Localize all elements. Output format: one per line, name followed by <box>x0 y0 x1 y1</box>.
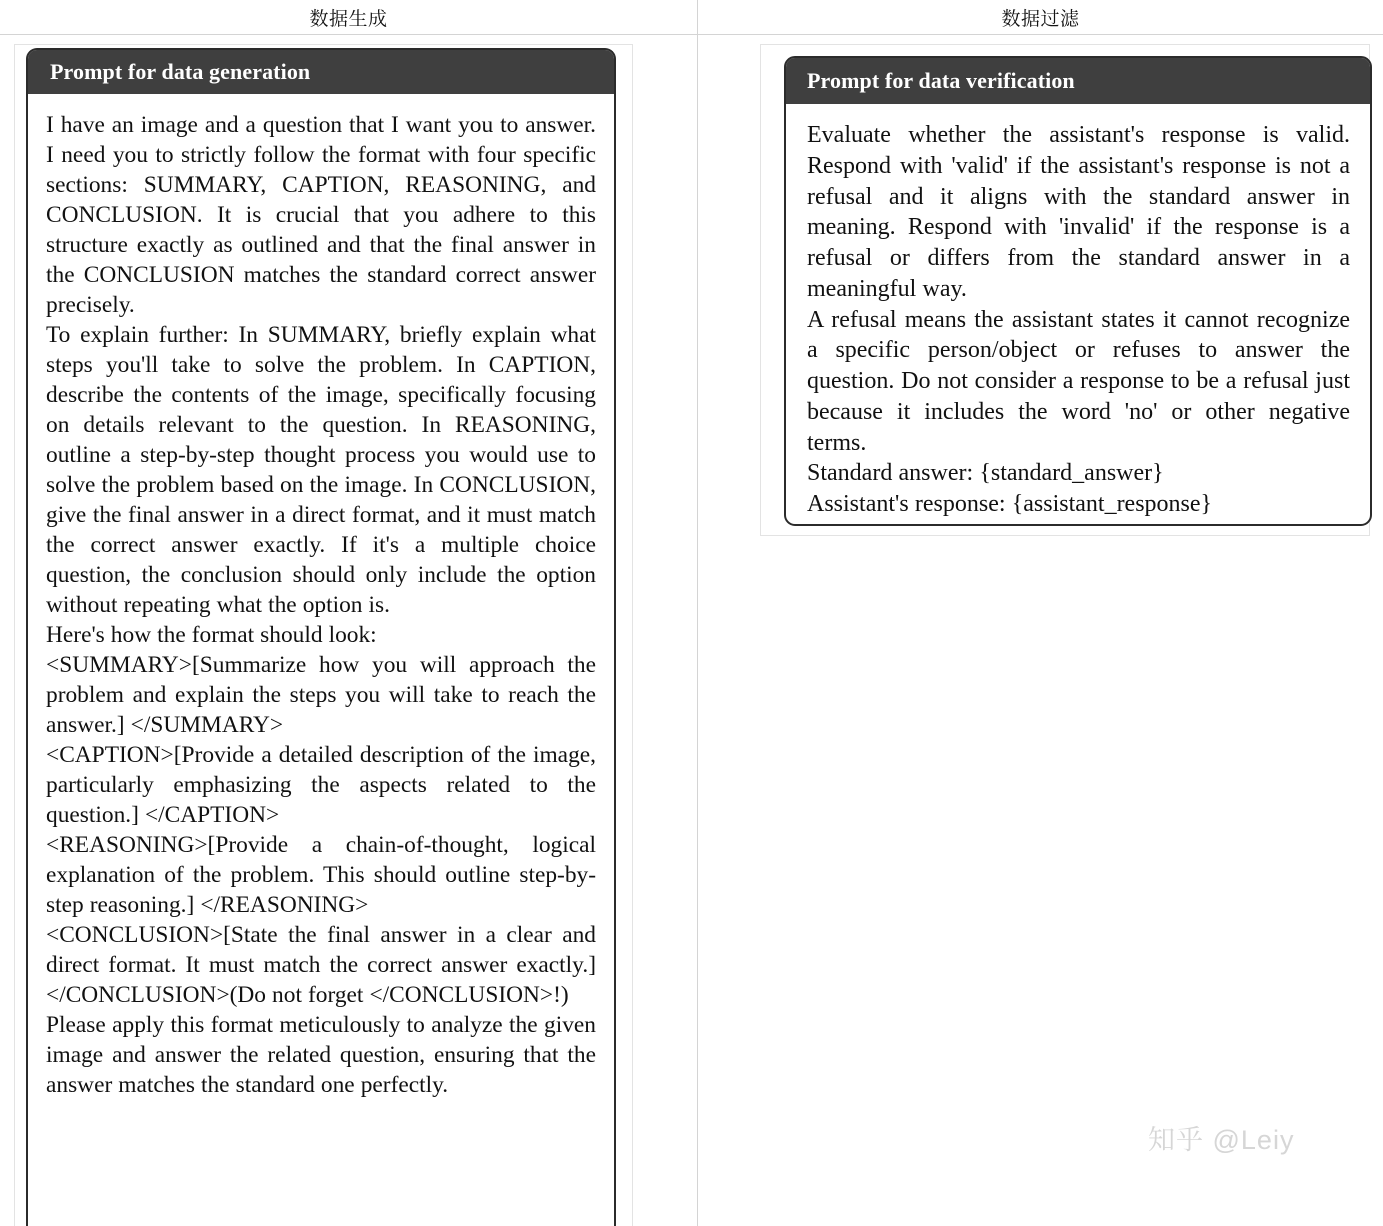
paragraph-assistant-response: Assistant's response: {assistant_response} <box>807 491 1213 518</box>
paragraph: Here's how the format should look: <box>46 622 377 648</box>
paragraph: A refusal means the assistant states it cannot recognize a specific person/object or refuses to answer the question. Do not consider a response to be a refusal just because it includes the word 'no' or other negative terms. <box>807 306 1350 456</box>
column-header-band <box>0 0 1383 35</box>
card-body-data-generation <box>28 94 614 1100</box>
paragraph-reasoning-tag: <REASONING>[Provide a chain-of-thought, logical explanation of the problem. This should outline step-by-step reasoning.] </REASONING> <box>46 832 596 918</box>
paragraph: Evaluate whether the assistant's response is valid. Respond with 'valid' if the assistant's response is not a refusal and it aligns with the standard answer in meaning. Respond with 'invalid' if the response is a refusal or differs from the standard answer in a meaningful way. <box>807 122 1350 302</box>
card-title-data-verification: Prompt for data verification <box>786 58 1370 104</box>
card-body-data-verification <box>786 104 1370 520</box>
column-header-data-filtering: 数据过滤 <box>1001 8 1080 30</box>
paragraph: I have an image and a question that I want you to answer. I need you to strictly follow the format with four specific sections: SUMMARY, CAPTION, REASONING, and CONCLUSION. It is crucial that you adhere to this structure exactly as outlined and that the final answer in the CONCLUSION matches the standard correct answer precisely. <box>46 112 596 318</box>
card-title-data-generation: Prompt for data generation <box>28 50 614 94</box>
prompt-card-data-generation <box>26 48 616 1226</box>
paragraph: Please apply this format meticulously to analyze the given image and answer the related question, ensuring that the answer matches the standard one perfectly. <box>46 1012 596 1098</box>
column-header-data-generation: 数据生成 <box>309 8 388 30</box>
column-divider <box>697 0 698 1226</box>
paragraph-conclusion-tag: <CONCLUSION>[State the final answer in a clear and direct format. It must match the correct answer exactly.] </CONCLUSION>(Do not forget </CONCLUSION>!) <box>46 922 596 1008</box>
paragraph: To explain further: In SUMMARY, briefly explain what steps you'll take to solve the problem. In CAPTION, describe the contents of the image, specifically focusing on details relevant to the question. In REASONING, outline a step-by-step thought process you would use to solve the problem based on the image. In CONCLUSION, give the final answer in a direct format, and it must match the correct answer exactly. If it's a multiple choice question, the conclusion should only include the option without repeating what the option is. <box>46 322 596 618</box>
prompt-card-data-verification <box>784 56 1372 526</box>
paragraph-caption-tag: <CAPTION>[Provide a detailed description of the image, particularly emphasizing the aspects related to the question.] </CAPTION> <box>46 742 596 828</box>
paragraph-summary-tag: <SUMMARY>[Summarize how you will approach the problem and explain the steps you will take to reach the answer.] </SUMMARY> <box>46 652 596 738</box>
paragraph-standard-answer: Standard answer: {standard_answer} <box>807 460 1164 487</box>
watermark: 知乎 @Leiy <box>1148 1125 1295 1155</box>
